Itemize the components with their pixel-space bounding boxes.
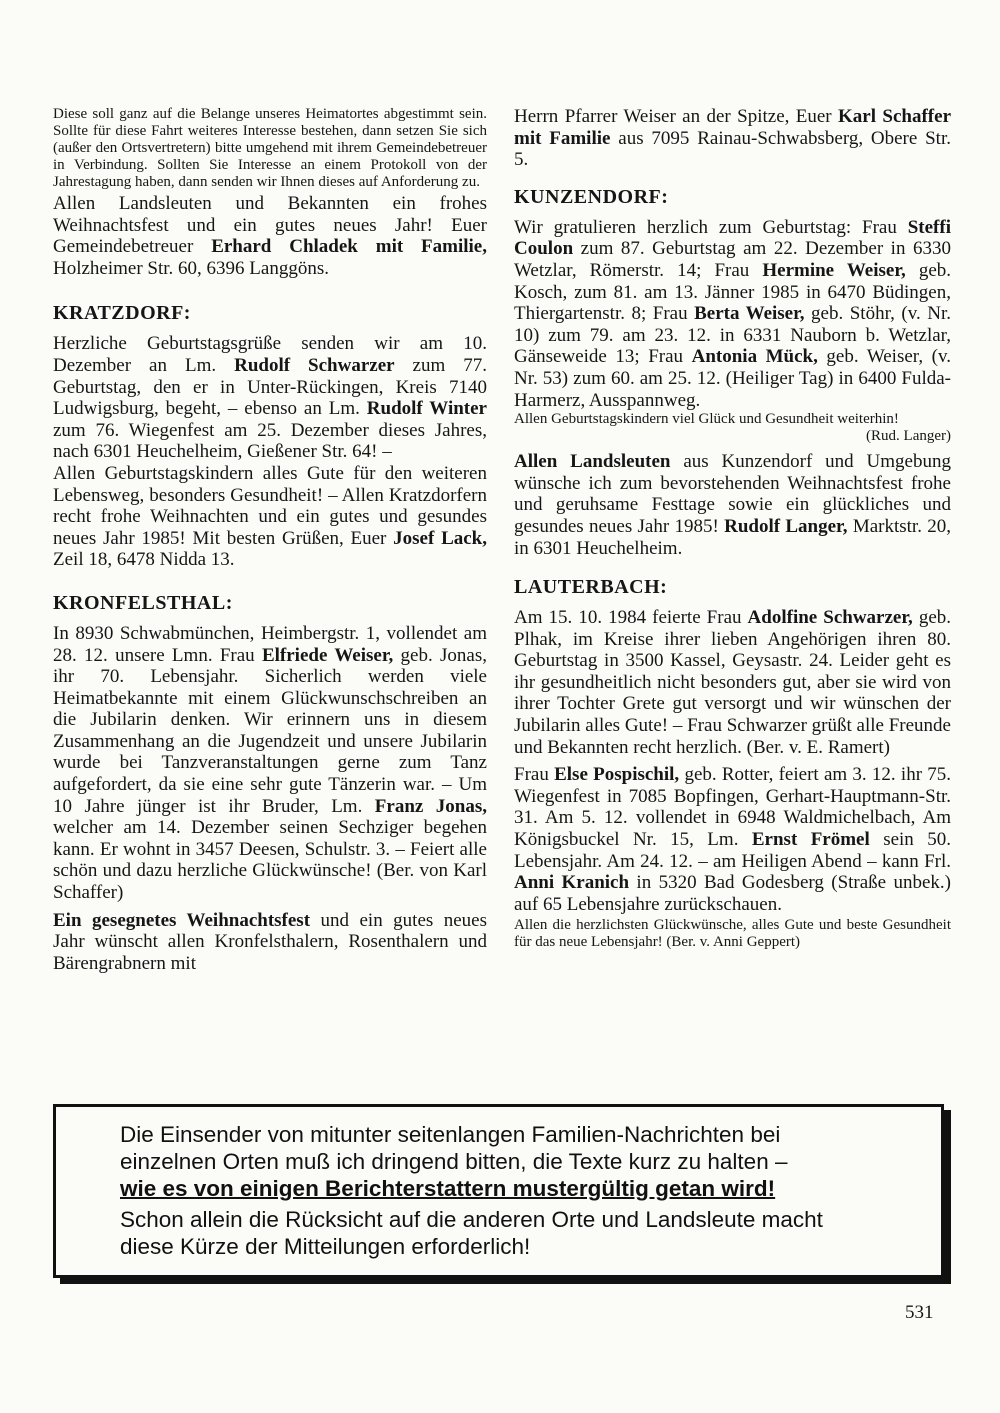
section-heading-kronfelsthal: KRONFELSTHAL:	[53, 591, 233, 614]
section-heading-kunzendorf: KUNZENDORF:	[514, 185, 669, 208]
notice-emphasis: wie es von einigen Berichterstattern mustergültig getan wird!	[120, 1176, 776, 1201]
section-heading-kratzdorf: KRATZDORF:	[53, 302, 191, 325]
notice-line-1: Die Einsender von mitunter seitenlangen Familien-Nachrichten bei einzelnen Orten muß ich dringend bitten, die Texte kurz zu halten –	[120, 1122, 788, 1174]
kunzendorf-signature: (Rud. Langer)	[866, 428, 951, 445]
kunzendorf-paragraph-2: Allen Landsleuten aus Kunzendorf und Umgebung wünsche ich zum bevorstehenden Weihnachtsfest frohe und geruhsame Festtage sowie ein glückliches und gesundes neues Jahr 1985! Rudolf Langer, Marktstr. 20, in 6301 Heuchelheim.	[514, 451, 952, 559]
notice-line-2: Schon allein die Rücksicht auf die anderen Orte und Landsleute macht diese Kürze der Mitteilungen erforderlich!	[120, 1207, 823, 1259]
lauterbach-paragraph-2: Frau Else Pospischil, geb. Rotter, feiert am 3. 12. ihr 75. Wiegenfest in 7085 Bopfingen, Gerhart-Hauptmann-Str. 31. Am 5. 12. vollendet in 6948 Waldmichelbach, Am Königsbuckel Nr. 15, Lm. Ernst Frömel sein 50. Lebensjahr. Am 24. 12. – am Heiligen Abend – kann Frl. Anni Kranich in 5320 Bad Godesberg (Straße unbek.) auf 65 Lebensjahre zurückschauen.	[514, 764, 952, 915]
section-heading-lauterbach: LAUTERBACH:	[514, 576, 668, 599]
kunzendorf-small-note: Allen Geburtstagskindern viel Glück und Gesundheit weiterhin! (Rud. Langer)	[514, 411, 951, 445]
kunzendorf-paragraph-1: Wir gratulieren herzlich zum Geburtstag: Frau Steffi Coulon zum 87. Geburtstag am 22. Dezember in 6330 Wetzlar, Römerstr. 14; Frau Hermine Weiser, geb. Kosch, zum 81. am 13. Jänner 1985 in 6470 Büdingen, Thiergartenstr. 8; Frau Berta Weiser, geb. Stöhr, (v. Nr. 10) zum 79. am 23. 12. in 6331 Nauborn b. Wetzlar, Gänseweide 13; Frau Antonia Mück, geb. Weiser, (v. Nr. 53) zum 60. am 25. 12. (Heiliger Tag) in 6400 Fulda-Harmerz, Ausspannweg.	[514, 216, 952, 411]
continuation-paragraph: Herrn Pfarrer Weiser an der Spitze, Euer Karl Schaffer mit Familie aus 7095 Rainau-Schwabsberg, Obere Str. 5.	[514, 106, 951, 171]
kratzdorf-paragraph-2: Allen Geburtstagskindern alles Gute für den weiteren Lebensweg, besonders Gesundheit! – Allen Kratzdorfern recht frohe Weihnachten und ein gutes und gesundes neues Jahr 1985! Mit besten Grüßen, Euer Josef Lack, Zeil 18, 6478 Nidda 13.	[53, 462, 487, 571]
page-number: 531	[905, 1302, 934, 1323]
intro-paragraph: Diese soll ganz auf die Belange unseres Heimatortes abgestimmt sein. Sollte für diese Fahrt weiteres Interesse bestehen, dann setzen Sie sich (außer den Ortsvertretern) bitte umgehend mit ihrem Gemeindebetreuer in Verbindung. Sollten Sie Interesse an einem Protokoll von der Jahrestagung haben, dann senden wir Ihnen dieses auf Anforderung zu.	[53, 106, 487, 190]
right-column	[514, 106, 951, 951]
signature-name: Erhard Chladek mit Familie,	[211, 236, 487, 258]
greeting-paragraph: Allen Landsleuten und Bekannten ein frohes Weihnachtsfest und ein gutes neues Jahr! Euer Gemeindebetreuer Erhard Chladek mit Familie, Holzheimer Str. 60, 6396 Langgöns.	[53, 193, 487, 279]
lauterbach-small-note: Allen die herzlichsten Glückwünsche, alles Gute und beste Gesundheit für das neue Lebensjahr! (Ber. v. Anni Geppert)	[514, 917, 951, 951]
lauterbach-paragraph-1: Am 15. 10. 1984 feierte Frau Adolfine Schwarzer, geb. Plhak, im Kreise ihrer lieben Angehörigen ihren 80. Geburtstag in 3500 Kassel, Geysastr. 24. Leider geht es ihr gesundheitlich nicht besonders gut, aber sie wird von ihrer Tochter Grete gut versorgt und wir wünschen der Jubilarin alles Gute! – Frau Schwarzer grüßt alle Freunde und Bekannten recht herzlich. (Ber. v. E. Ramert)	[514, 607, 951, 758]
kratzdorf-paragraph-1: Herzliche Geburtstagsgrüße senden wir am 10. Dezember an Lm. Rudolf Schwarzer zum 77. Geburtstag, den er in Unter-Rückingen, Kreis 7140 Ludwigsburg, begeht, – ebenso an Lm. Rudolf Winter zum 76. Wiegenfest am 25. Dezember dieses Jahres, nach 6301 Heuchelheim, Gießener Str. 64! –	[53, 333, 487, 463]
editor-notice-box	[53, 1104, 944, 1278]
kronfelsthal-paragraph-1: In 8930 Schwabmünchen, Heimbergstr. 1, vollendet am 28. 12. unsere Lmn. Frau Elfriede Weiser, geb. Jonas, ihr 70. Lebensjahr. Sicherlich werden viele Heimatbekannte mit einem Glückwunschschreiben an die Jubilarin denken. Wir erinnern uns in diesem Zusammenhang an die Jugendzeit und unsere Jubilarin wurde bei Tanzveranstaltungen gerne zum Tanz aufgefordert, da sie eine sehr gute Tänzerin war. – Um 10 Jahre jünger ist ihr Bruder, Lm. Franz Jonas, welcher am 14. Dezember seinen Sechziger begehen kann. Er wohnt in 3457 Deesen, Schulstr. 3. – Feiert alle schön und dazu herzliche Glückwünsche! (Ber. von Karl Schaffer)	[53, 622, 487, 904]
kronfelsthal-paragraph-2: Ein gesegnetes Weihnachtsfest und ein gutes neues Jahr wünscht allen Kronfelsthalern, Rosenthalern und Bärengrabnern mit	[53, 909, 488, 974]
left-column	[53, 106, 487, 974]
